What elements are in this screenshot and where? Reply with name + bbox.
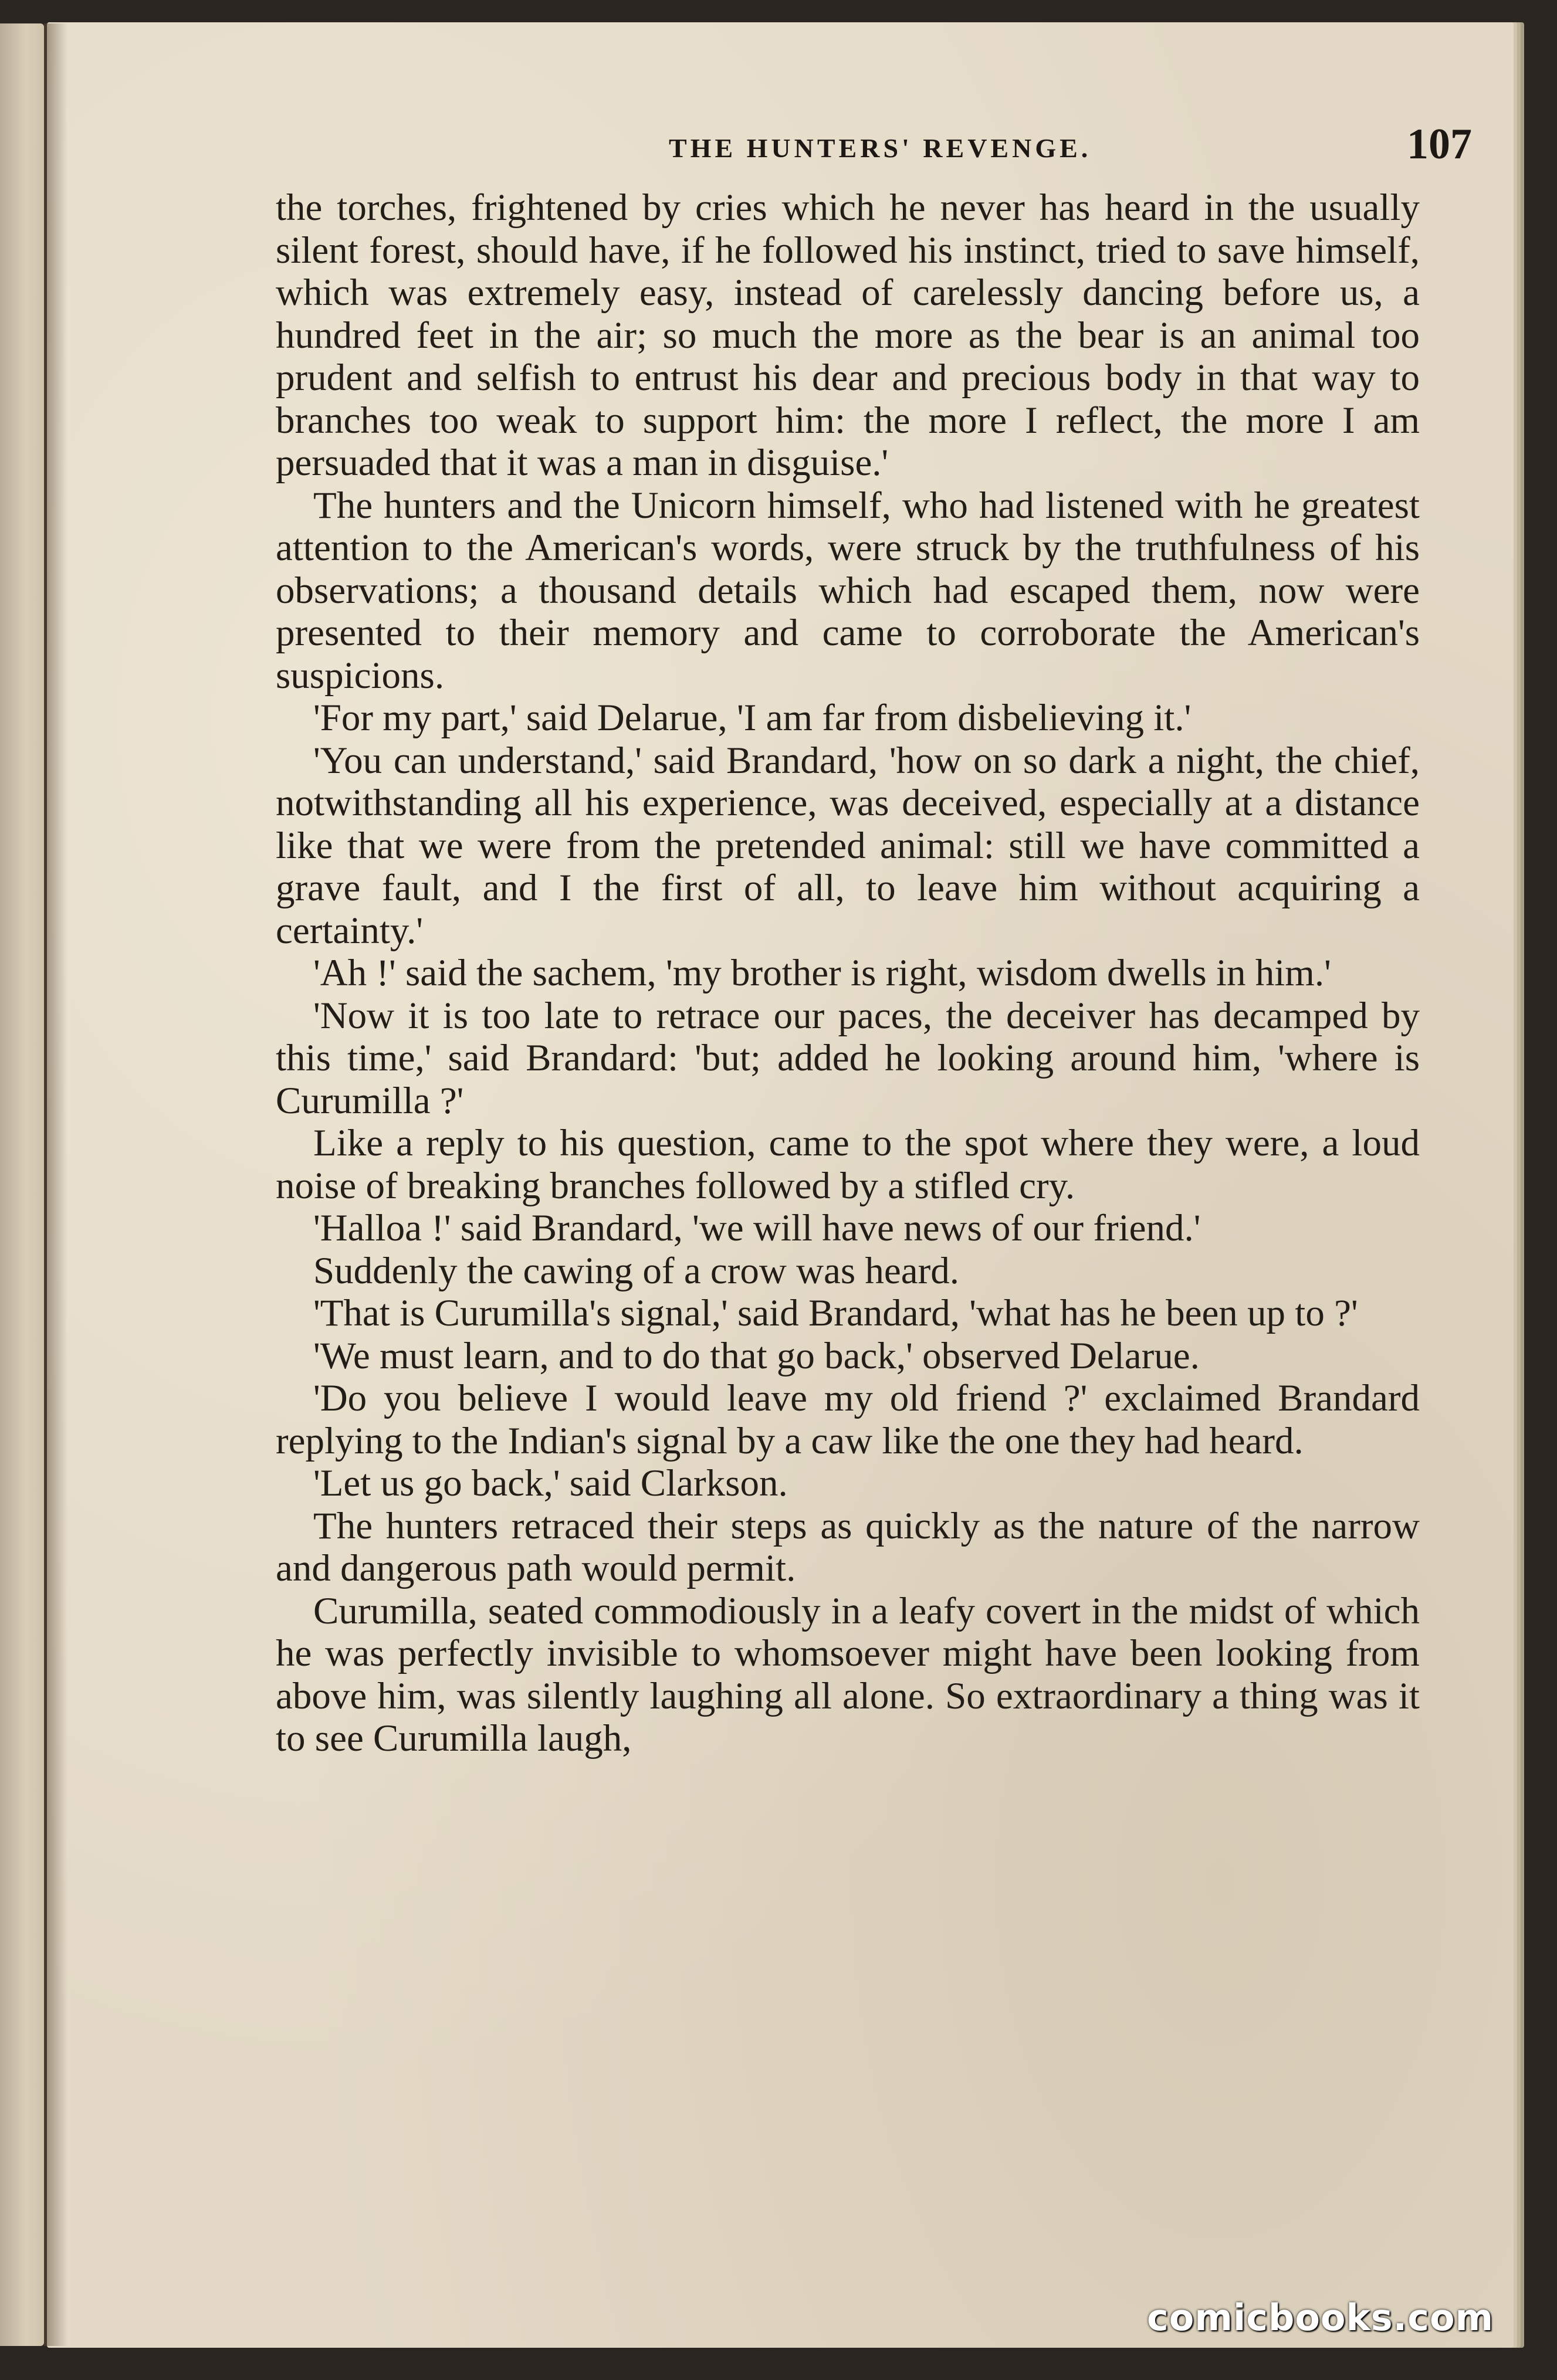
watermark: comicbooks.com xyxy=(1147,2296,1494,2339)
gutter-shadow xyxy=(44,23,67,2346)
paragraph: 'For my part,' said Delarue, 'I am far from disbelieving it.' xyxy=(313,697,1192,739)
paragraph: 'Ah !' said the sachem, 'my brother is right, wisdom dwells in him.' xyxy=(313,952,1331,994)
paragraph: Suddenly the cawing of a crow was heard. xyxy=(313,1249,960,1292)
paragraph: The hunters and the Unicorn himself, who had listened with he greatest attention to the American's words, were struck by the truthfulness of his observations; a thousand details which had escaped them, now were presented to their memory and came to corroborate the American's suspicions. xyxy=(276,484,1420,697)
paragraph: 'Let us go back,' said Clarkson. xyxy=(313,1462,788,1504)
paragraph: 'That is Curumilla's signal,' said Brandard, 'what has he been up to ?' xyxy=(313,1292,1358,1334)
paragraph: The hunters retraced their steps as quickly as the nature of the narrow and dangerous path would permit. xyxy=(276,1504,1420,1589)
paragraph: Like a reply to his question, came to the spot where they were, a loud noise of breaking branches followed by a stifled cry. xyxy=(276,1122,1420,1207)
paragraph: 'You can understand,' said Brandard, 'how on so dark a night, the chief, notwithstanding all his experience, was deceived, especially at a distance like that we were from the pretended animal: still we have committed a grave fault, and I the first of all, to leave him without acquiring a certainty.' xyxy=(276,739,1420,952)
paragraph: the torches, frightened by cries which he never has heard in the usually silent forest, should have, if he followed his instinct, tried to save himself, which was extremely easy, instead of carelessly dancing before us, a hundred feet in the air; so much the more as the bear is an animal too prudent and selfish to entrust his dear and precious body in that way to branches too weak to support him: the more I reflect, the more I am persuaded that it was a man in disguise.' xyxy=(276,187,1420,484)
paragraph: 'Now it is too late to retrace our paces, the deceiver has decamped by this time,' said Brandard: 'but; added he looking around him, 'where is Curumilla ?' xyxy=(276,994,1420,1122)
facing-page-edge xyxy=(0,23,44,2346)
paragraph: Curumilla, seated commodiously in a leafy covert in the midst of which he was perfectly invisible to whomsoever might have been looking from above him, was silently laughing all alone. So extraordinary a thing was it to see Curumilla laugh, xyxy=(276,1589,1420,1759)
body-text xyxy=(276,187,1420,1760)
paragraph: 'We must learn, and to do that go back,' observed Delarue. xyxy=(313,1334,1200,1377)
page-number: 107 xyxy=(1407,120,1472,168)
paragraph: 'Do you believe I would leave my old friend ?' exclaimed Brandard replying to the Indian's signal by a caw like the one they had heard. xyxy=(276,1377,1420,1462)
running-head: THE HUNTERS' REVENGE. xyxy=(669,133,1092,163)
paragraph: 'Halloa !' said Brandard, 'we will have news of our friend.' xyxy=(313,1207,1201,1249)
